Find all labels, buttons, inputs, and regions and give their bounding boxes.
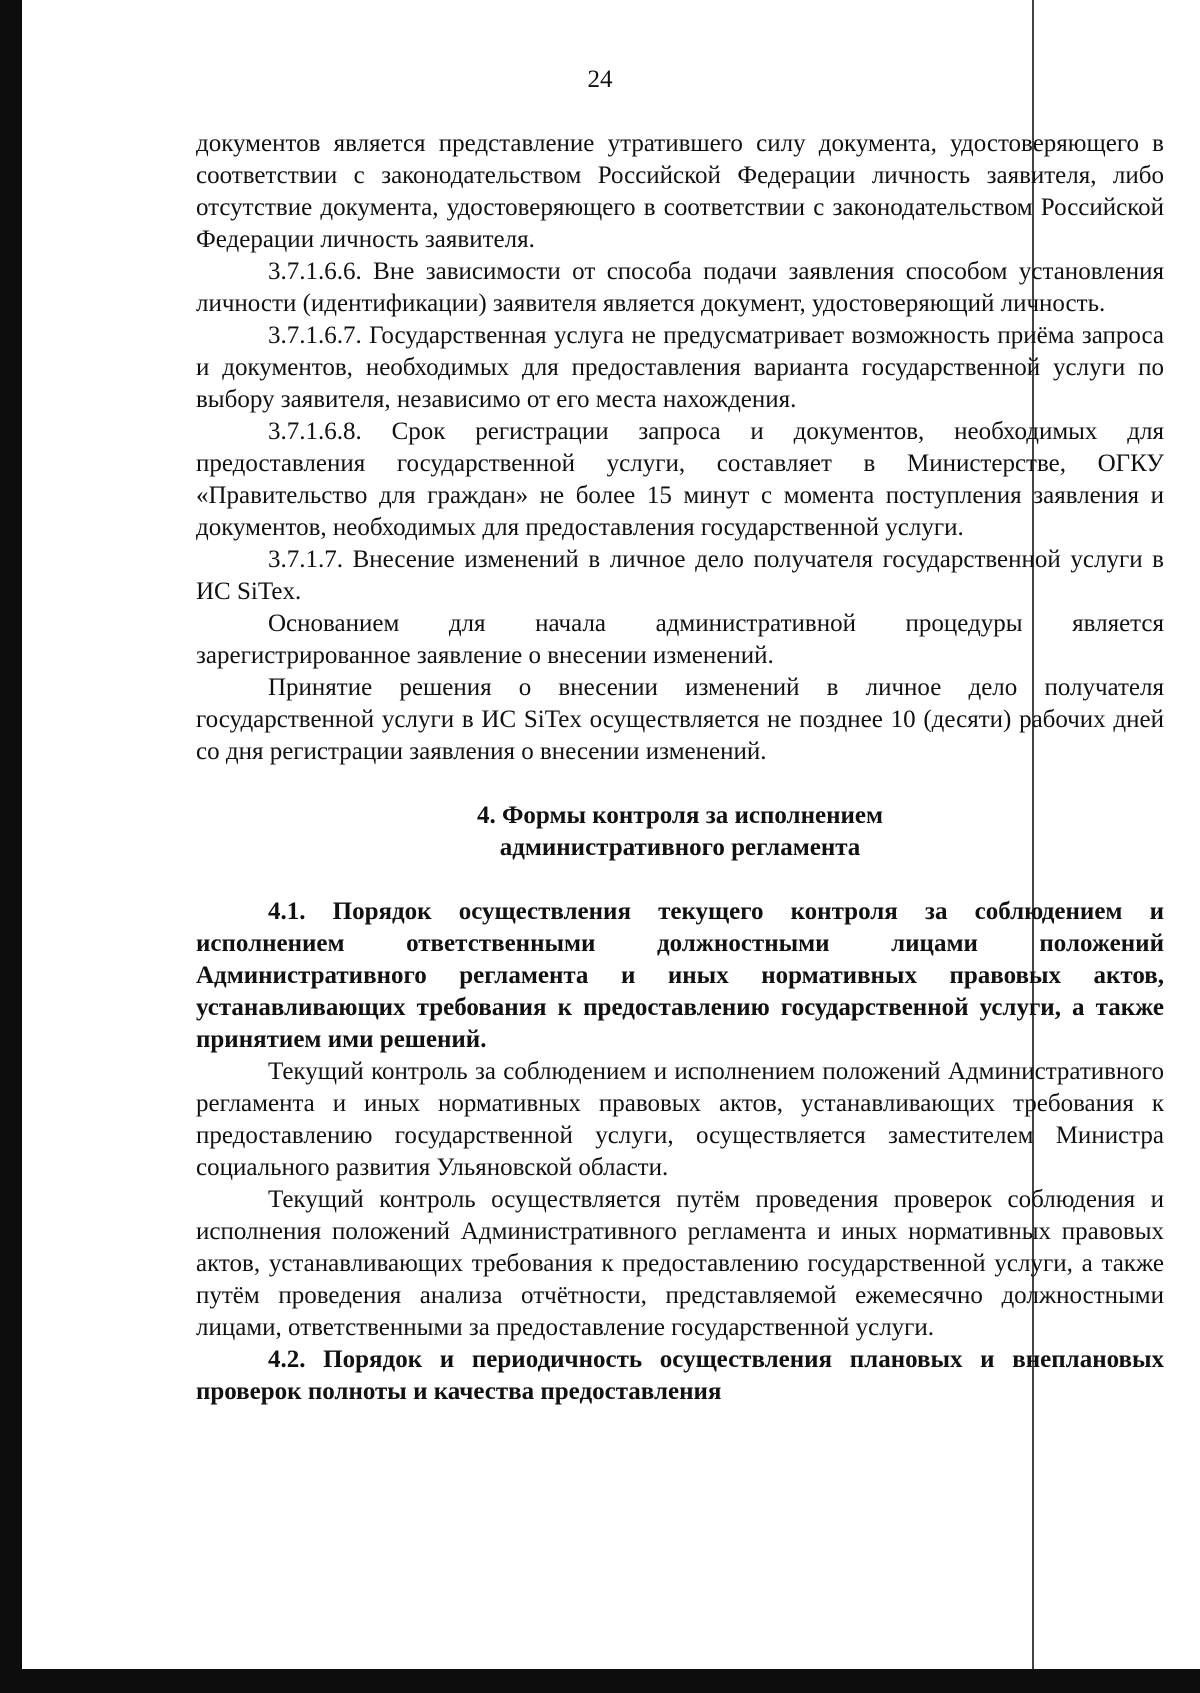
paragraph: 4.2. Порядок и периодичность осуществления плановых и внеплановых проверок полноты и качества предоставления	[196, 1346, 1164, 1405]
section-heading	[196, 768, 1164, 896]
document-body	[196, 128, 1164, 1408]
scan-left-margin-bar	[0, 0, 22, 1693]
paragraph: 3.7.1.6.7. Государственная услуга не предусматривает возможность приёма запроса и документов, необходимых для предоставления варианта государственной услуги по выбору заявителя, независимо от его места нахождения.	[196, 322, 1164, 413]
paragraph: Основанием для начала административной процедуры является зарегистрированное заявление о внесении изменений.	[196, 610, 1164, 669]
page-number: 24	[587, 66, 613, 93]
paragraph: Текущий контроль за соблюдением и исполнением положений Административного регламента и иных нормативных правовых актов, устанавливающих требования к предоставлению государственной услуги, осуществляется заместителем Министра социального развития Ульяновской области.	[196, 1058, 1164, 1181]
section-heading-line-1: 4. Формы контроля за исполнением	[476, 802, 884, 829]
paragraph: документов является представление утратившего силу документа, удостоверяющего в соответствии с законодательством Российской Федерации личность заявителя, либо отсутствие документа, удостоверяющего в соответствии с законодательством Российской Федерации личность заявителя.	[196, 130, 1164, 253]
section-heading-line-2: административного регламента	[499, 834, 861, 861]
paragraphs-before-heading	[196, 128, 1164, 768]
paragraph: 3.7.1.7. Внесение изменений в личное дело получателя государственной услуги в ИС SiTex.	[196, 546, 1164, 605]
scan-bottom-margin-bar	[0, 1669, 1200, 1693]
paragraphs-after-heading	[196, 896, 1164, 1408]
paragraph: 4.1. Порядок осуществления текущего контроля за соблюдением и исполнением ответственными должностными лицами положений Административного регламента и иных нормативных правовых актов, устанавливающих требования к предоставлению государственной услуги, а также принятием ими решений.	[196, 898, 1164, 1053]
paragraph: Текущий контроль осуществляется путём проведения проверок соблюдения и исполнения положений Административного регламента и иных нормативных правовых актов, устанавливающих требования к предоставлению государственной услуги, а также путём проведения анализа отчётности, представляемой ежемесячно должностными лицами, ответственными за предоставление государственной услуги.	[196, 1186, 1164, 1341]
paragraph: 3.7.1.6.6. Вне зависимости от способа подачи заявления способом установления личности (идентификации) заявителя является документ, удостоверяющий личность.	[196, 258, 1164, 317]
paragraph: Принятие решения о внесении изменений в личное дело получателя государственной услуги в ИС SiTex осуществляется не позднее 10 (десяти) рабочих дней со дня регистрации заявления о внесении изменений.	[196, 674, 1164, 765]
paragraph: 3.7.1.6.8. Срок регистрации запроса и документов, необходимых для предоставления государственной услуги, составляет в Министерстве, ОГКУ «Правительство для граждан» не более 15 минут с момента поступления заявления и документов, необходимых для предоставления государственной услуги.	[196, 418, 1164, 541]
